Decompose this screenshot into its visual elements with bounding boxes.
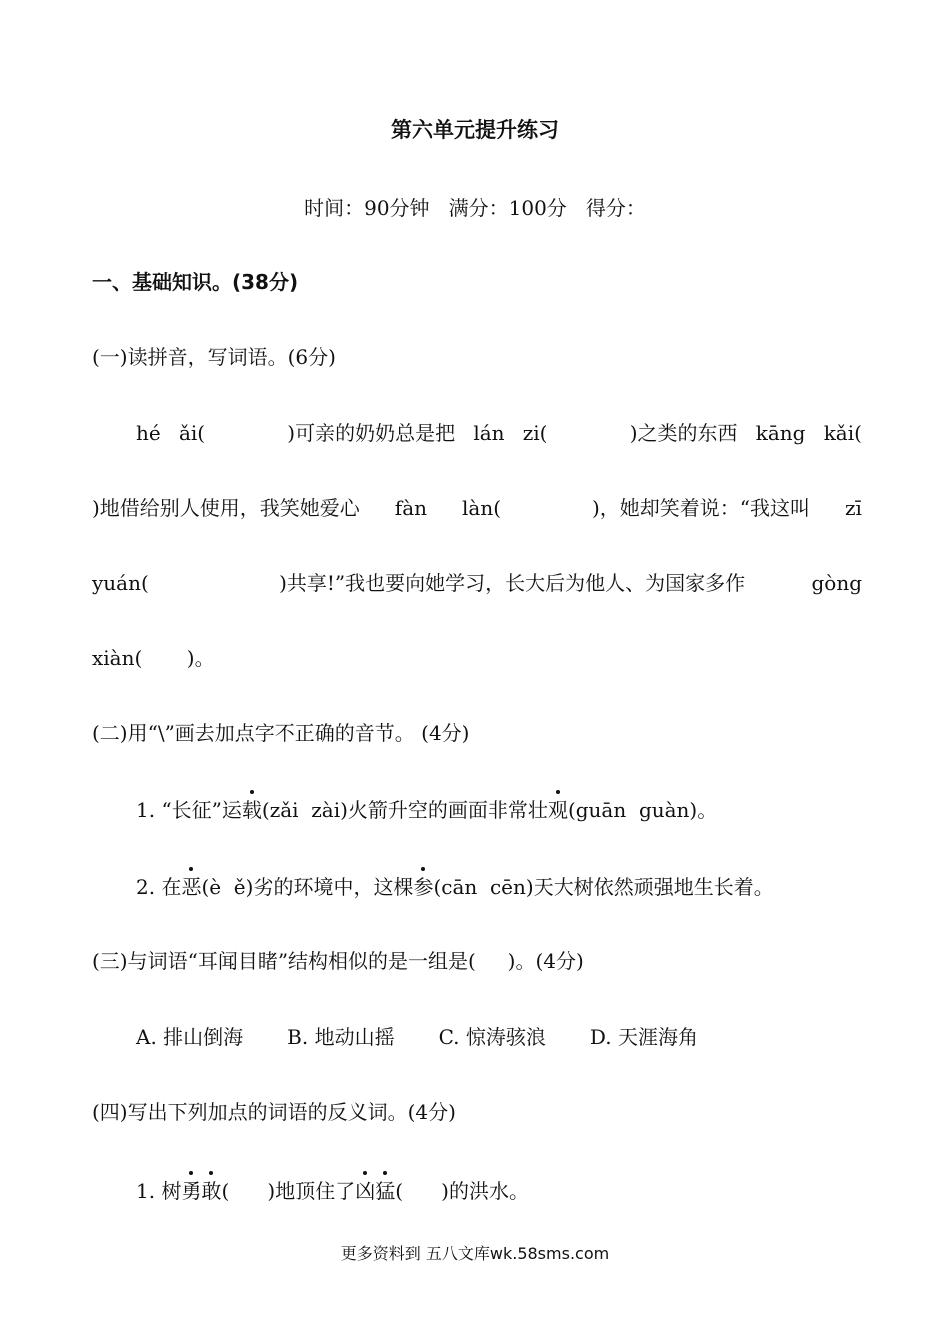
option-b: B. 地动山摇: [287, 1025, 395, 1049]
q1-heading: (一)读拼音，写词语。(6分): [92, 345, 336, 369]
option-d: D. 天涯海角: [589, 1025, 698, 1049]
q1-line4: xiàn( )。: [92, 646, 215, 670]
q1-line2: )地借给别人使用，我笑她爱心 fàn làn( )，她却笑着说：“我这叫 zī: [92, 496, 862, 520]
q3-options: [136, 1023, 698, 1051]
exam-meta: 时间：90分钟 满分：100分 得分：: [304, 196, 646, 220]
q4-item1: 1. 树勇敢( )地顶住了凶猛( )的洪水。: [136, 1179, 529, 1203]
emphasis-dot-char: 勇: [181, 1179, 202, 1203]
page-title: 第六单元提升练习: [391, 118, 559, 142]
section-heading: 一、基础知识。(38分): [92, 270, 299, 294]
q2-heading: (二)用“\”画去加点字不正确的音节。 (4分): [92, 721, 470, 745]
option-c: C. 惊涛骇浪: [438, 1025, 546, 1049]
option-a: A. 排山倒海: [136, 1025, 244, 1049]
emphasis-dot-char: 观: [547, 798, 568, 822]
emphasis-dot-char: 恶: [181, 875, 202, 899]
q3-heading: (三)与词语“耳闻目睹”结构相似的是一组是( )。(4分): [92, 949, 584, 973]
emphasis-dot-char: 参: [413, 875, 434, 899]
q1-line3: yuán( )共享!”我也要向她学习，长大后为他人、为国家多作 gòng: [92, 571, 862, 595]
emphasis-dot-char: 凶: [355, 1179, 376, 1203]
q2-item2: 2. 在恶(è ě)劣的环境中，这棵参(cān cēn)天大树依然顽强地生长着。: [136, 875, 774, 899]
footer-note: 更多资料到 五八文库wk.58sms.com: [340, 1244, 610, 1263]
q2-item1: 1. “长征”运载(zǎi zài)火箭升空的画面非常壮观(guān guàn)。: [136, 798, 718, 822]
emphasis-dot-char: 猛: [375, 1179, 396, 1203]
emphasis-dot-char: 敢: [201, 1179, 222, 1203]
q1-line1: hé ǎi( )可亲的奶奶总是把 lán zi( )之类的东西 kāng kǎi(: [136, 421, 862, 445]
q4-heading: (四)写出下列加点的词语的反义词。(4分): [92, 1100, 456, 1124]
emphasis-dot-char: 载: [241, 798, 262, 822]
